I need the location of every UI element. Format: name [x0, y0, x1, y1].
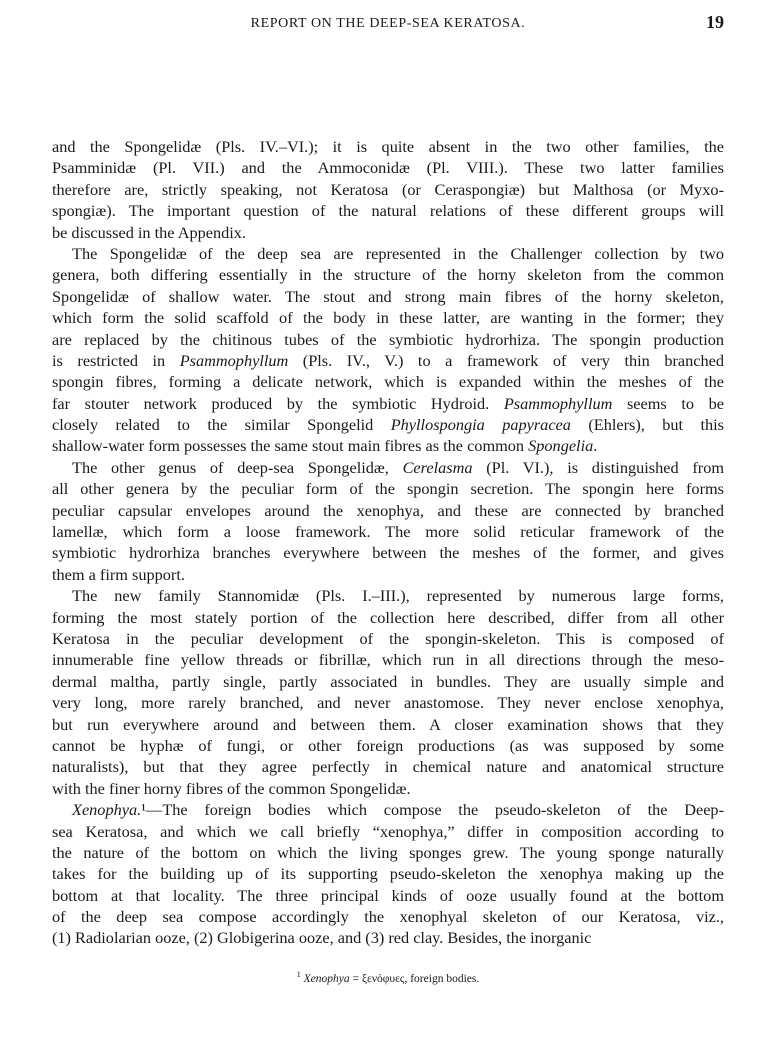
- text-line: [52, 607, 724, 628]
- italic-term: Xenophya.: [72, 800, 142, 820]
- text-segment: lamellæ, which form a loose framework. The more solid reticular framework of the: [52, 522, 724, 542]
- italic-term: Cerelasma: [402, 457, 473, 477]
- text-segment: shallow-water form possesses the same stout main fibres as the common: [52, 436, 529, 456]
- running-title: REPORT ON THE DEEP-SEA KERATOSA.: [250, 16, 526, 31]
- text-line: [52, 435, 724, 456]
- text-line: [52, 863, 724, 884]
- text-line: [52, 264, 724, 285]
- text-line: [52, 136, 724, 157]
- text-segment: takes for the building up of its supporting pseudo-skeleton the xenophya making up the: [52, 864, 724, 884]
- text-segment: bottom at that locality. The three principal kinds of ooze usually found at the bottom: [52, 885, 724, 905]
- text-line: [52, 799, 724, 820]
- italic-term: Psammophyllum: [179, 350, 289, 370]
- text-segment: closely related to the similar Spongelid: [52, 415, 391, 435]
- text-segment: The new family Stannomidæ (Pls. I.–III.), represented by numerous large forms,: [72, 586, 724, 606]
- text-segment: is restricted in: [52, 350, 180, 370]
- text-segment: far stouter network produced by the symbiotic Hydroid.: [52, 393, 504, 413]
- paragraph: [52, 585, 724, 799]
- italic-term: Spongelia: [528, 436, 594, 456]
- footnote-term: Xenophya: [303, 972, 350, 985]
- text-segment: The Spongelidæ of the deep sea are represented in the Challenger collection by two: [72, 243, 724, 263]
- text-segment: Keratosa in the peculiar development of the spongin-skeleton. This is composed of: [52, 628, 724, 648]
- text-segment: are replaced by the chitinous tubes of the symbiotic hydrorhiza. The spongin production: [52, 329, 724, 349]
- text-line: [52, 521, 724, 542]
- text-line: [52, 885, 724, 906]
- text-segment: be discussed in the Appendix.: [52, 222, 246, 242]
- page-number: 19: [706, 12, 724, 32]
- text-segment: symbiotic hydrorhiza branches everywhere between the meshes of the former, and gives: [52, 543, 724, 563]
- italic-term: Psammophyllum: [503, 393, 613, 413]
- text-line: [52, 371, 724, 392]
- text-segment: seems to be: [612, 393, 724, 413]
- paragraph: [52, 457, 724, 585]
- text-segment: with the finer horny fibres of the common Spongelidæ.: [52, 778, 411, 798]
- text-line: [52, 307, 724, 328]
- text-line: [52, 500, 724, 521]
- text-segment: genera, both differing essentially in the structure of the horny skeleton from the common: [52, 265, 724, 285]
- text-line: [52, 927, 724, 948]
- text-line: [52, 179, 724, 200]
- text-segment: (Ehlers), but this: [570, 415, 724, 435]
- text-segment: peculiar capsular envelopes around the xenophya, and these are connected by branched: [52, 500, 724, 520]
- text-line: [52, 414, 724, 435]
- paragraph: [52, 136, 724, 243]
- text-line: [52, 692, 724, 713]
- text-segment: very long, more rarely branched, and never anastomose. They never enclose xenophya,: [52, 693, 724, 713]
- text-segment: cannot be hyphæ of fungi, or other foreign productions (as was supposed by some: [52, 735, 724, 755]
- footnote-text: = ξενόφυες, foreign bodies.: [349, 972, 480, 985]
- text-line: [52, 157, 724, 178]
- text-line: [52, 821, 724, 842]
- text-line: [52, 243, 724, 264]
- text-line: [52, 778, 724, 799]
- text-line: [52, 671, 724, 692]
- text-segment: spongiæ). The important question of the natural relations of these different groups will: [52, 201, 724, 221]
- paragraph: [52, 243, 724, 457]
- text-segment: (1) Radiolarian ooze, (2) Globigerina ooze, and (3) red clay. Besides, the inorganic: [52, 928, 592, 948]
- text-line: [52, 564, 724, 585]
- text-segment: naturalists), but that they agree perfectly in chemical nature and anatomical structure: [52, 757, 724, 777]
- text-segment: (Pls. IV., V.) to a framework of very thin branched: [288, 350, 724, 370]
- text-segment: all other genera by the peculiar form of the spongin secretion. The spongin here forms: [52, 479, 724, 499]
- text-line: [52, 286, 724, 307]
- text-line: [52, 906, 724, 927]
- text-line: [52, 649, 724, 670]
- text-segment: (Pl. VI.), is distinguished from: [472, 457, 724, 477]
- text-segment: Psamminidæ (Pl. VII.) and the Ammoconidæ (Pl. VIII.). These two latter families: [52, 158, 724, 178]
- body-text: [52, 136, 724, 949]
- text-line: [52, 628, 724, 649]
- text-line: [52, 735, 724, 756]
- text-segment: therefore are, strictly speaking, not Keratosa (or Ceraspongiæ) but Malthosa (or Myxo-: [52, 179, 724, 199]
- text-line: [52, 478, 724, 499]
- text-segment: .: [593, 436, 598, 456]
- text-line: [52, 457, 724, 478]
- footnote-marker: 1: [296, 970, 301, 979]
- text-line: [52, 842, 724, 863]
- text-line: [52, 756, 724, 777]
- italic-term: Phyllospongia papyracea: [390, 415, 571, 435]
- text-line: [52, 585, 724, 606]
- text-line: [52, 542, 724, 563]
- text-segment: sea Keratosa, and which we call briefly “xenophya,” differ in composition according to: [52, 821, 724, 841]
- text-segment: Spongelidæ of shallow water. The stout and strong main fibres of the horny skeleton,: [52, 286, 724, 306]
- text-line: [52, 714, 724, 735]
- text-line: [52, 329, 724, 350]
- text-segment: The other genus of deep-sea Spongelidæ,: [72, 457, 403, 477]
- text-segment: forming the most stately portion of the collection here described, differ from all other: [52, 607, 724, 627]
- text-line: [52, 350, 724, 371]
- text-segment: and the Spongelidæ (Pls. IV.–VI.); it is quite absent in the two other families, the: [52, 137, 724, 156]
- page-header: [52, 12, 724, 36]
- footnote: [0, 970, 776, 985]
- text-segment: the nature of the bottom on which the living sponges grew. The young sponge naturally: [52, 842, 724, 862]
- text-segment: ¹—The foreign bodies which compose the pseudo-skeleton of the Deep-: [141, 800, 724, 820]
- text-segment: dermal maltha, partly single, partly associated in bundles. They are usually simple and: [52, 671, 724, 691]
- text-segment: of the deep sea compose accordingly the xenophyal skeleton of our Keratosa, viz.,: [52, 907, 724, 927]
- text-segment: innumerable fine yellow threads or fibrillæ, which run in all directions through the meso-: [52, 650, 724, 670]
- text-line: [52, 393, 724, 414]
- text-line: [52, 200, 724, 221]
- text-segment: them a firm support.: [52, 564, 185, 584]
- text-segment: spongin fibres, forming a delicate network, which is expanded within the meshes of the: [52, 372, 724, 392]
- text-segment: but run everywhere around and between them. A closer examination shows that they: [52, 714, 724, 734]
- paragraph: [52, 799, 724, 949]
- text-line: [52, 222, 724, 243]
- text-segment: which form the solid scaffold of the body in these latter, are wanting in the former; they: [52, 308, 724, 328]
